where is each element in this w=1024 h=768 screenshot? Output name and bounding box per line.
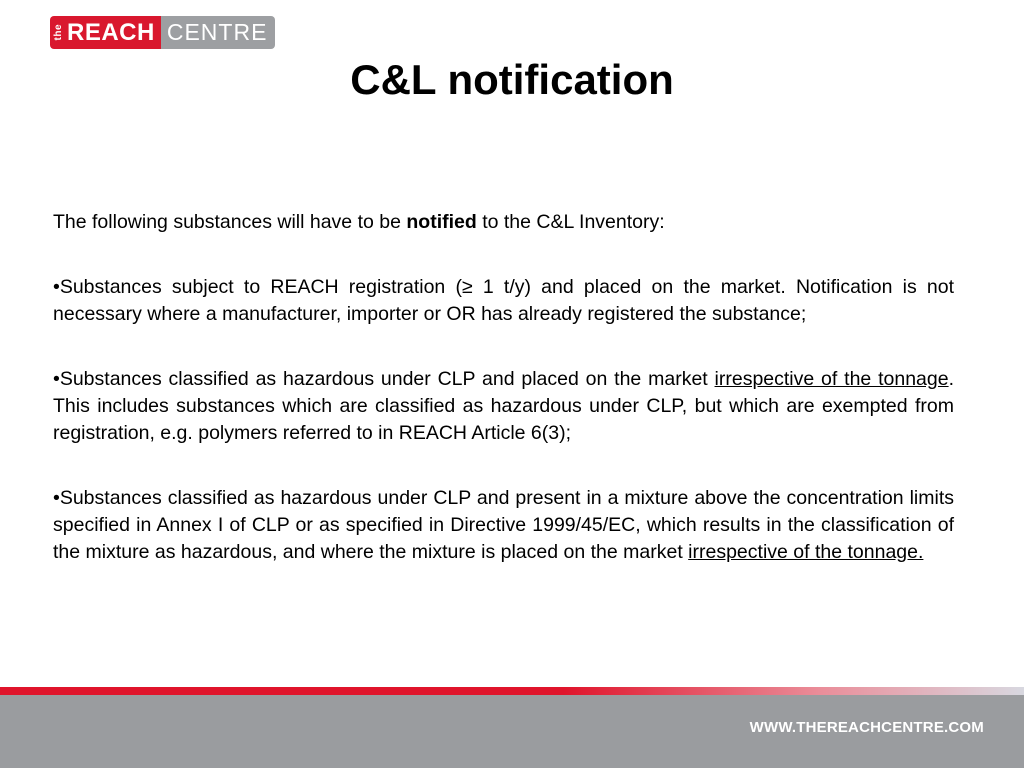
bullet-1-text: •Substances subject to REACH registration (≥ 1 t/y) and placed on the market. Notification is not necessary where a manufacturer, importer or OR has already registered the substance; xyxy=(53,276,954,325)
footer-red-stripe xyxy=(0,687,1024,695)
intro-bold-notified: notified xyxy=(406,211,477,233)
bullet-3-underline: irrespective of the tonnage. xyxy=(688,541,924,563)
bullet-item-1 xyxy=(53,274,954,328)
footer-bar xyxy=(0,695,1024,768)
logo-the-text: the xyxy=(53,24,64,41)
logo-centre-text: CENTRE xyxy=(166,19,268,45)
bullet-2-underline: irrespective of the tonnage xyxy=(714,368,949,390)
slide-body xyxy=(53,209,954,566)
bullet-item-3 xyxy=(53,485,954,566)
intro-text-after: to the C&L Inventory: xyxy=(476,211,665,233)
logo-reach-text: REACH xyxy=(67,19,155,46)
bullet-3-text-before: •Substances classified as hazardous under CLP and present in a mixture above the concentration limits specified in Annex I of CLP or as specified in Directive 1999/45/EC, which results in the classification of the mixture as hazardous, and where the mixture is placed on the market xyxy=(53,487,954,563)
bullet-item-2 xyxy=(53,366,954,447)
intro-paragraph xyxy=(53,209,954,236)
bullet-2-text-before: •Substances classified as hazardous under CLP and placed on the market xyxy=(53,368,715,390)
logo-gray-block xyxy=(161,16,276,49)
page-title: C&L notification xyxy=(350,56,674,103)
bullet-2-text-after: . This includes substances which are classified as hazardous under CLP, but which are exempted from registration, e.g. polymers referred to in REACH Article 6(3); xyxy=(53,368,954,444)
logo-red-block xyxy=(50,16,161,49)
intro-text-before: The following substances will have to be xyxy=(53,211,407,233)
footer-website-url: WWW.THEREACHCENTRE.COM xyxy=(749,719,984,736)
reach-centre-logo xyxy=(50,16,275,49)
